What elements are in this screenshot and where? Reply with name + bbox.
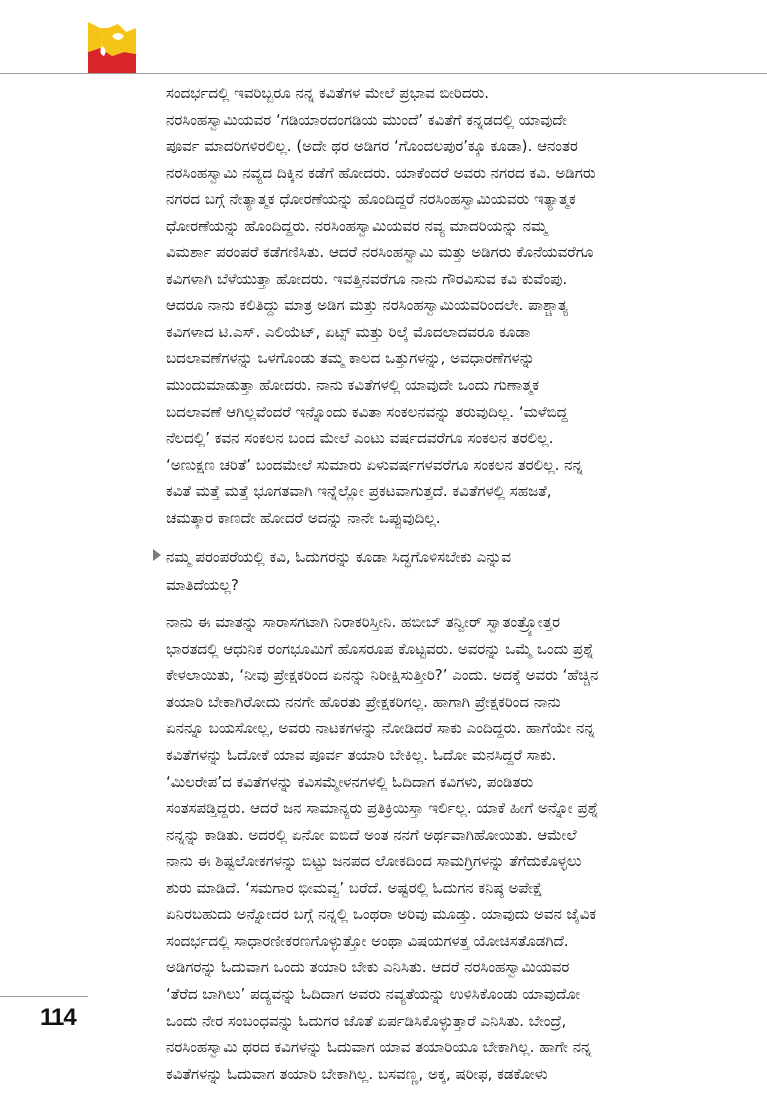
footer-rule	[0, 996, 88, 997]
text-line: ಶುರು ಮಾಡಿದೆ. ‘ಸಮಗಾರ ಭೀಮವ್ವ’ ಬರೆದೆ. ಅಷ್ಟರಲ್ಲಿ ಓದುಗನ ಕನಿಷ್ಠ ಅಪೇಕ್ಷೆ	[166, 878, 543, 897]
puzzle-logo-icon	[88, 22, 136, 74]
answer-paragraph-1	[166, 80, 680, 531]
text-line: ಚಮತ್ಕಾರ ಕಾಣದೇ ಹೋದರೆ ಅದನ್ನು ನಾನೇ ಒಪ್ಪುವುದಿಲ್ಲ.	[166, 508, 441, 527]
text-line: ಏನನ್ನೂ ಬಯಸೋಲ್ಲ, ಅವರು ನಾಟಕಗಳನ್ನು ನೋಡಿದರೆ ಸಾಕು ಎಂದಿದ್ದರು. ಹಾಗೆಯೇ ನನ್ನ	[166, 719, 595, 738]
text-line: ಕೇಳಲಾಯಿತು, ‘ನೀವು ಪ್ರೇಕ್ಷಕರಿಂದ ಏನನ್ನು ನಿರೀಕ್ಷಿಸುತ್ತೀರಿ?’ ಎಂದು. ಅದಕ್ಕೆ ಅವರು ‘ಹೆಚ್ಚಿನ	[166, 666, 599, 685]
text-line: ಧೋರಣೆಯನ್ನು ಹೊಂದಿದ್ದರು. ನರಸಿಂಹಸ್ವಾಮಿಯವರ ನವ್ಯ ಮಾದರಿಯನ್ನು ನಮ್ಮ	[166, 216, 548, 235]
text-line: ಕವಿತೆಗಳನ್ನು ಓದುವಾಗ ತಯಾರಿ ಬೇಕಾಗಿಲ್ಲ. ಬಸವಣ್ಣ, ಅಕ್ಕ, ಷರೀಫ, ಕಡಕೋಳು	[166, 1064, 548, 1083]
text-line: ಸಂದರ್ಭದಲ್ಲಿ ಸಾಧಾರಣೀಕರಣಗೊಳ್ಳುತ್ತೋ ಅಂಥಾ ವಿಷಯಗಳತ್ತ ಯೋಚಿಸತೊಡಗಿದೆ.	[166, 931, 569, 950]
triangle-right-icon	[153, 549, 161, 561]
text-line: ತಯಾರಿ ಬೇಕಾಗಿರೋದು ನನಗೇ ಹೊರತು ಪ್ರೇಕ್ಷಕರಿಗಲ್ಲ. ಹಾಗಾಗಿ ಪ್ರೇಕ್ಷಕರಿಂದ ನಾನು	[166, 692, 561, 711]
text-line: ನರಸಿಂಹಸ್ವಾಮಿ ಥರದ ಕವಿಗಳನ್ನು ಓದುವಾಗ ಯಾವ ತಯಾರಿಯೂ ಬೇಕಾಗಿಲ್ಲ. ಹಾಗೇ ನನ್ನ	[166, 1038, 592, 1057]
text-line: ನರಸಿಂಹಸ್ವಾಮಿಯವರ ‘ಗಡಿಯಾರದಂಗಡಿಯ ಮುಂದೆ’ ಕವಿತೆಗೆ ಕನ್ನಡದಲ್ಲಿ ಯಾವುದೇ	[166, 110, 567, 129]
text-line: ನನ್ನನ್ನು ಕಾಡಿತು. ಅದರಲ್ಲಿ ಏನೋ ಐಬಿದೆ ಅಂತ ನನಗೆ ಅರ್ಥವಾಗಿಹೋಯಿತು. ಆಮೇಲೆ	[166, 825, 577, 844]
page-number: 114	[40, 1004, 76, 1031]
text-line: ‘ಮಿಲರೇಪ’ದ ಕವಿತೆಗಳನ್ನು ಕವಿಸಮ್ಮೇಳನಗಳಲ್ಲಿ ಓದಿದಾಗ ಕವಿಗಳು, ಪಂಡಿತರು	[166, 772, 534, 791]
text-line: ಬದಲಾವಣೆಗಳನ್ನು ಒಳಗೊಂಡು ತಮ್ಮ ಕಾಲದ ಒತ್ತುಗಳನ್ನು, ಅವಧಾರಣೆಗಳನ್ನು	[166, 349, 535, 368]
text-line: ಮುಂದುಮಾಡುತ್ತಾ ಹೋದರು. ನಾನು ಕವಿತೆಗಳಲ್ಲಿ ಯಾವುದೇ ಒಂದು ಗುಣಾತ್ಮಕ	[166, 376, 540, 395]
text-line: ನಾನು ಈ ಮಾತನ್ನು ಸಾರಾಸಗಟಾಗಿ ನಿರಾಕರಿಸ್ತೀನಿ. ಹಬೀಬ್ ತನ್ವೀರ್ ಸ್ವಾತಂತ್ರ್ಯೋತ್ತರ	[166, 613, 561, 632]
text-line: ‘ತೆರೆದ ಬಾಗಿಲು’ ಪದ್ಯವನ್ನು ಓದಿದಾಗ ಅವರು ನವ್ಯತೆಯನ್ನು ಉಳಿಸಿಕೊಂಡು ಯಾವುದೋ	[166, 984, 581, 1003]
text-line: ನರಸಿಂಹಸ್ವಾಮಿ ನವ್ಯದ ದಿಕ್ಕಿನ ಕಡೆಗೆ ಹೋದರು. ಯಾಕೆಂದರೆ ಅವರು ನಗರದ ಕವಿ. ಅಡಿಗರು	[166, 163, 596, 182]
text-line: ನೆಲದಲ್ಲಿ’ ಕವನ ಸಂಕಲನ ಬಂದ ಮೇಲೆ ಎಂಟು ವರ್ಷದವರೆಗೂ ಸಂಕಲನ ತರಲಿಲ್ಲ.	[166, 429, 554, 448]
question-line: ನಮ್ಮ ಪರಂಪರೆಯಲ್ಲಿ ಕವಿ, ಓದುಗರನ್ನು ಕೂಡಾ ಸಿದ್ಧಗೊಳಿಸಬೇಕು ಎನ್ನುವ	[166, 548, 511, 567]
answer-paragraph-2	[166, 609, 680, 1087]
text-line: ನಗರದ ಬಗ್ಗೆ ನೇತ್ಯಾತ್ಮಕ ಧೋರಣೆಯನ್ನು ಹೊಂದಿದ್ದರೆ ನರಸಿಂಹಸ್ವಾಮಿಯವರು ಇತ್ಯಾತ್ಮಕ	[166, 190, 576, 209]
text-line: ಕವಿಗಳಾಗಿ ಬೆಳೆಯುತ್ತಾ ಹೋದರು. ಇವತ್ತಿನವರೆಗೂ ನಾನು ಗೌರವಿಸುವ ಕವಿ ಕುವೆಂಪು.	[166, 269, 568, 288]
text-line: ಕವಿತೆ ಮತ್ತೆ ಮತ್ತೆ ಭೂಗತವಾಗಿ ಇನ್ನೆಲ್ಲೋ ಪ್ರಕಟವಾಗುತ್ತದೆ. ಕವಿತೆಗಳಲ್ಲಿ ಸಹಜತೆ,	[166, 482, 552, 501]
text-line: ನಾನು ಈ ಶಿಷ್ಟಲೋಕಗಳನ್ನು ಬಿಟ್ಟು ಜನಪದ ಲೋಕದಿಂದ ಸಾಮಗ್ರಿಗಳನ್ನು ತೆಗೆದುಕೊಳ್ಳಲು	[166, 852, 582, 871]
text-line: ಕವಿಗಳಾದ ಟಿ.ಎಸ್. ಎಲಿಯೆಟ್, ಏಟ್ಸ್ ಮತ್ತು ರಿಲ್ಕೆ ಮೊದಲಾದವರೂ ಕೂಡಾ	[166, 322, 531, 341]
text-line: ಬದಲಾವಣೆ ಆಗಿಲ್ಲವೆಂದರೆ ಇನ್ನೊಂದು ಕವಿತಾ ಸಂಕಲನವನ್ನು ತರುವುದಿಲ್ಲ. ‘ಮಳೆಬಿದ್ದ	[166, 402, 568, 421]
interview-question	[166, 543, 680, 599]
text-line: ಕವಿತೆಗಳನ್ನು ಓದೋಕೆ ಯಾವ ಪೂರ್ವ ತಯಾರಿ ಬೇಕಿಲ್ಲ. ಓದೋ ಮನಸಿದ್ದರೆ ಸಾಕು.	[166, 746, 557, 765]
text-line: ಸಂತಸಪಡ್ತಿದ್ದರು. ಆದರೆ ಜನ ಸಾಮಾನ್ಯರು ಪ್ರತಿಕ್ರಿಯಿಸ್ತಾ ಇರ್ಲಿಲ್ಲ. ಯಾಕೆ ಹೀಗೆ ಅನ್ನೋ ಪ್ರಶ್ನೆ	[166, 799, 599, 818]
text-line: ಒಂದು ನೇರ ಸಂಬಂಧವನ್ನು ಓದುಗರ ಜೊತೆ ಏರ್ಪಡಿಸಿಕೊಳ್ಳುತ್ತಾರೆ ಎನಿಸಿತು. ಬೇಂದ್ರೆ,	[166, 1011, 567, 1030]
header-rule	[0, 73, 767, 74]
article-body	[166, 80, 680, 1087]
question-line: ಮಾತಿದೆಯಲ್ಲ?	[166, 576, 239, 595]
text-line: ಆದರೂ ನಾನು ಕಲಿತಿದ್ದು ಮಾತ್ರ ಅಡಿಗ ಮತ್ತು ನರಸಿಂಹಸ್ವಾಮಿಯವರಿಂದಲೇ. ಪಾಶ್ಚಾತ್ಯ	[166, 296, 569, 315]
text-line: ಭಾರತದಲ್ಲಿ ಆಧುನಿಕ ರಂಗಭೂಮಿಗೆ ಹೊಸರೂಪ ಕೊಟ್ಟವರು. ಅವರನ್ನು ಒಮ್ಮೆ ಒಂದು ಪ್ರಶ್ನೆ	[166, 639, 595, 658]
text-line: ಸಂದರ್ಭದಲ್ಲಿ ಇವರಿಬ್ಬರೂ ನನ್ನ ಕವಿತೆಗಳ ಮೇಲೆ ಪ್ರಭಾವ ಬೀರಿದರು.	[166, 84, 489, 102]
text-line: ಪೂರ್ವ ಮಾದರಿಗಳಿರಲಿಲ್ಲ. (ಅದೇ ಥರ ಅಡಿಗರ ‘ಗೊಂದಲಪುರ’ಕ್ಕೂ ಕೂಡಾ). ಆನಂತರ	[166, 137, 578, 156]
text-line: ವಿಮರ್ಶಾ ಪರಂಪರೆ ಕಡೆಗಣಿಸಿತು. ಆದರೆ ನರಸಿಂಹಸ್ವಾಮಿ ಮತ್ತು ಅಡಿಗರು ಕೊನೆಯವರೆಗೂ	[166, 243, 594, 262]
text-line: ‘ಅಣುಕ್ಷಣ ಚರಿತೆ’ ಬಂದಮೇಲೆ ಸುಮಾರು ಏಳುವರ್ಷಗಳವರೆಗೂ ಸಂಕಲನ ತರಲಿಲ್ಲ. ನನ್ನ	[166, 455, 583, 474]
text-line: ಅಡಿಗರನ್ನು ಓದುವಾಗ ಒಂದು ತಯಾರಿ ಬೇಕು ಎನಿಸಿತು. ಆದರೆ ನರಸಿಂಹಸ್ವಾಮಿಯವರ	[166, 958, 570, 977]
text-line: ಏನಿರಬಹುದು ಅನ್ನೋದರ ಬಗ್ಗೆ ನನ್ನಲ್ಲಿ ಒಂಥರಾ ಅರಿವು ಮೂಡ್ತು. ಯಾವುದು ಅವನ ಜೈವಿಕ	[166, 905, 597, 924]
